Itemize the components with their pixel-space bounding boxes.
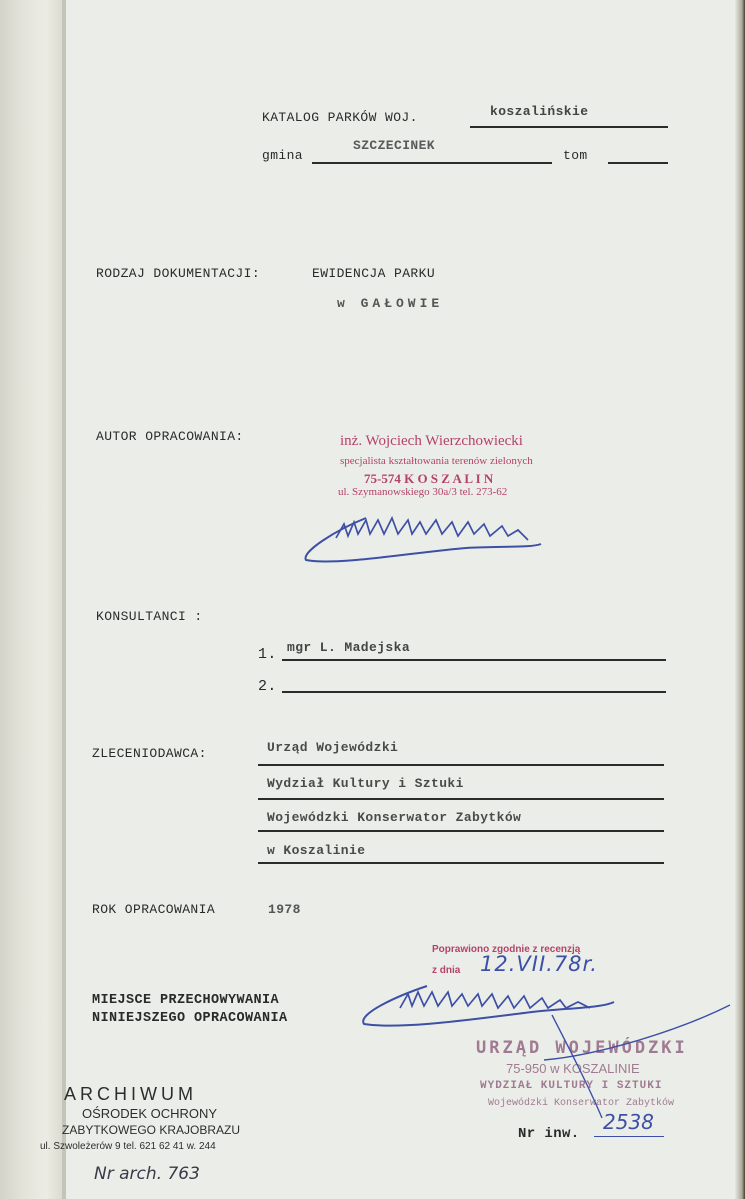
- gmina-line: [312, 162, 552, 164]
- author-signature: [296, 500, 546, 570]
- documentation-label: RODZAJ DOKUMENTACJI:: [96, 266, 261, 281]
- client-rule-3: [258, 830, 664, 832]
- consultant-1-number: 1.: [258, 646, 277, 663]
- archive-stamp-line-1: ARCHIWUM: [64, 1084, 197, 1104]
- author-stamp-address: ul. Szymanowskiego 30a/3 tel. 273-62: [338, 486, 508, 498]
- correction-date: 12.VII.78r.: [480, 952, 598, 976]
- year-value: 1978: [268, 902, 301, 917]
- client-rule-4: [258, 862, 664, 864]
- year-label: ROK OPRACOWANIA: [92, 902, 216, 917]
- consultant-1-name: mgr L. Madejska: [287, 640, 411, 655]
- archive-stamp-line-3: ZABYTKOWEGO KRAJOBRAZU: [62, 1123, 241, 1137]
- client-line-4: w Koszalinie: [267, 843, 366, 858]
- gmina-label: gmina: [262, 148, 304, 163]
- binding-strip: [0, 0, 66, 1199]
- office-stamp-line-2: 75-950 w KOSZALINIE: [506, 1061, 640, 1076]
- consultants-label: KONSULTANCI :: [96, 609, 203, 624]
- author-stamp-name: inż. Wojciech Wierzchowiecki: [340, 433, 523, 449]
- consultant-2-line: [282, 691, 666, 693]
- client-rule-1: [258, 764, 664, 766]
- correction-date-label: z dnia: [432, 965, 461, 976]
- inventory-underline: [594, 1136, 664, 1137]
- storage-label-2: NINIEJSZEGO OPRACOWANIA: [92, 1011, 288, 1026]
- author-stamp-specialty: specjalista kształtowania terenów zielonych: [340, 455, 533, 467]
- office-stamp-line-4: Wojewódzki Konserwator Zabytków: [488, 1098, 675, 1109]
- consultant-2-number: 2.: [258, 678, 277, 695]
- consultant-1-line: [282, 659, 666, 661]
- storage-label-1: MIEJSCE PRZECHOWYWANIA: [92, 993, 280, 1008]
- office-stamp-line-3: WYDZIAŁ KULTURY I SZTUKI: [480, 1080, 663, 1092]
- tom-label: tom: [563, 148, 588, 163]
- voivodeship-value: koszalińskie: [490, 104, 589, 119]
- pen-strike-lines: [540, 1000, 740, 1125]
- inventory-number: 2538: [603, 1110, 654, 1134]
- archive-stamp-line-2: OŚRODEK OCHRONY: [82, 1106, 218, 1121]
- gmina-value: SZCZECINEK: [353, 138, 436, 153]
- client-line-2: Wydział Kultury i Sztuki: [267, 776, 464, 791]
- documentation-type: EWIDENCJA PARKU: [312, 266, 436, 281]
- archive-stamp-line-4: ul. Szwoleżerów 9 tel. 621 62 41 w. 244: [40, 1141, 216, 1152]
- tom-line: [608, 162, 668, 164]
- catalog-label: KATALOG PARKÓW WOJ.: [262, 110, 418, 125]
- bottom-archive-note: Nr arch. 763: [94, 1164, 200, 1184]
- inventory-label: Nr inw.: [518, 1126, 580, 1142]
- correction-text: Poprawiono zgodnie z recenzją: [432, 944, 581, 955]
- client-label: ZLECENIODAWCA:: [92, 746, 207, 761]
- documentation-place: w GAŁOWIE: [337, 296, 444, 311]
- author-stamp-city: 75-574 K O S Z A L I N: [364, 471, 494, 486]
- voivodeship-line: [470, 126, 668, 128]
- client-line-1: Urząd Wojewódzki: [267, 740, 399, 755]
- client-rule-2: [258, 798, 664, 800]
- office-stamp-line-1: URZĄD WOJEWÓDZKI: [476, 1038, 688, 1058]
- binding-edge: [62, 0, 66, 1199]
- author-label: AUTOR OPRACOWANIA:: [96, 429, 244, 444]
- client-line-3: Wojewódzki Konserwator Zabytków: [267, 810, 522, 825]
